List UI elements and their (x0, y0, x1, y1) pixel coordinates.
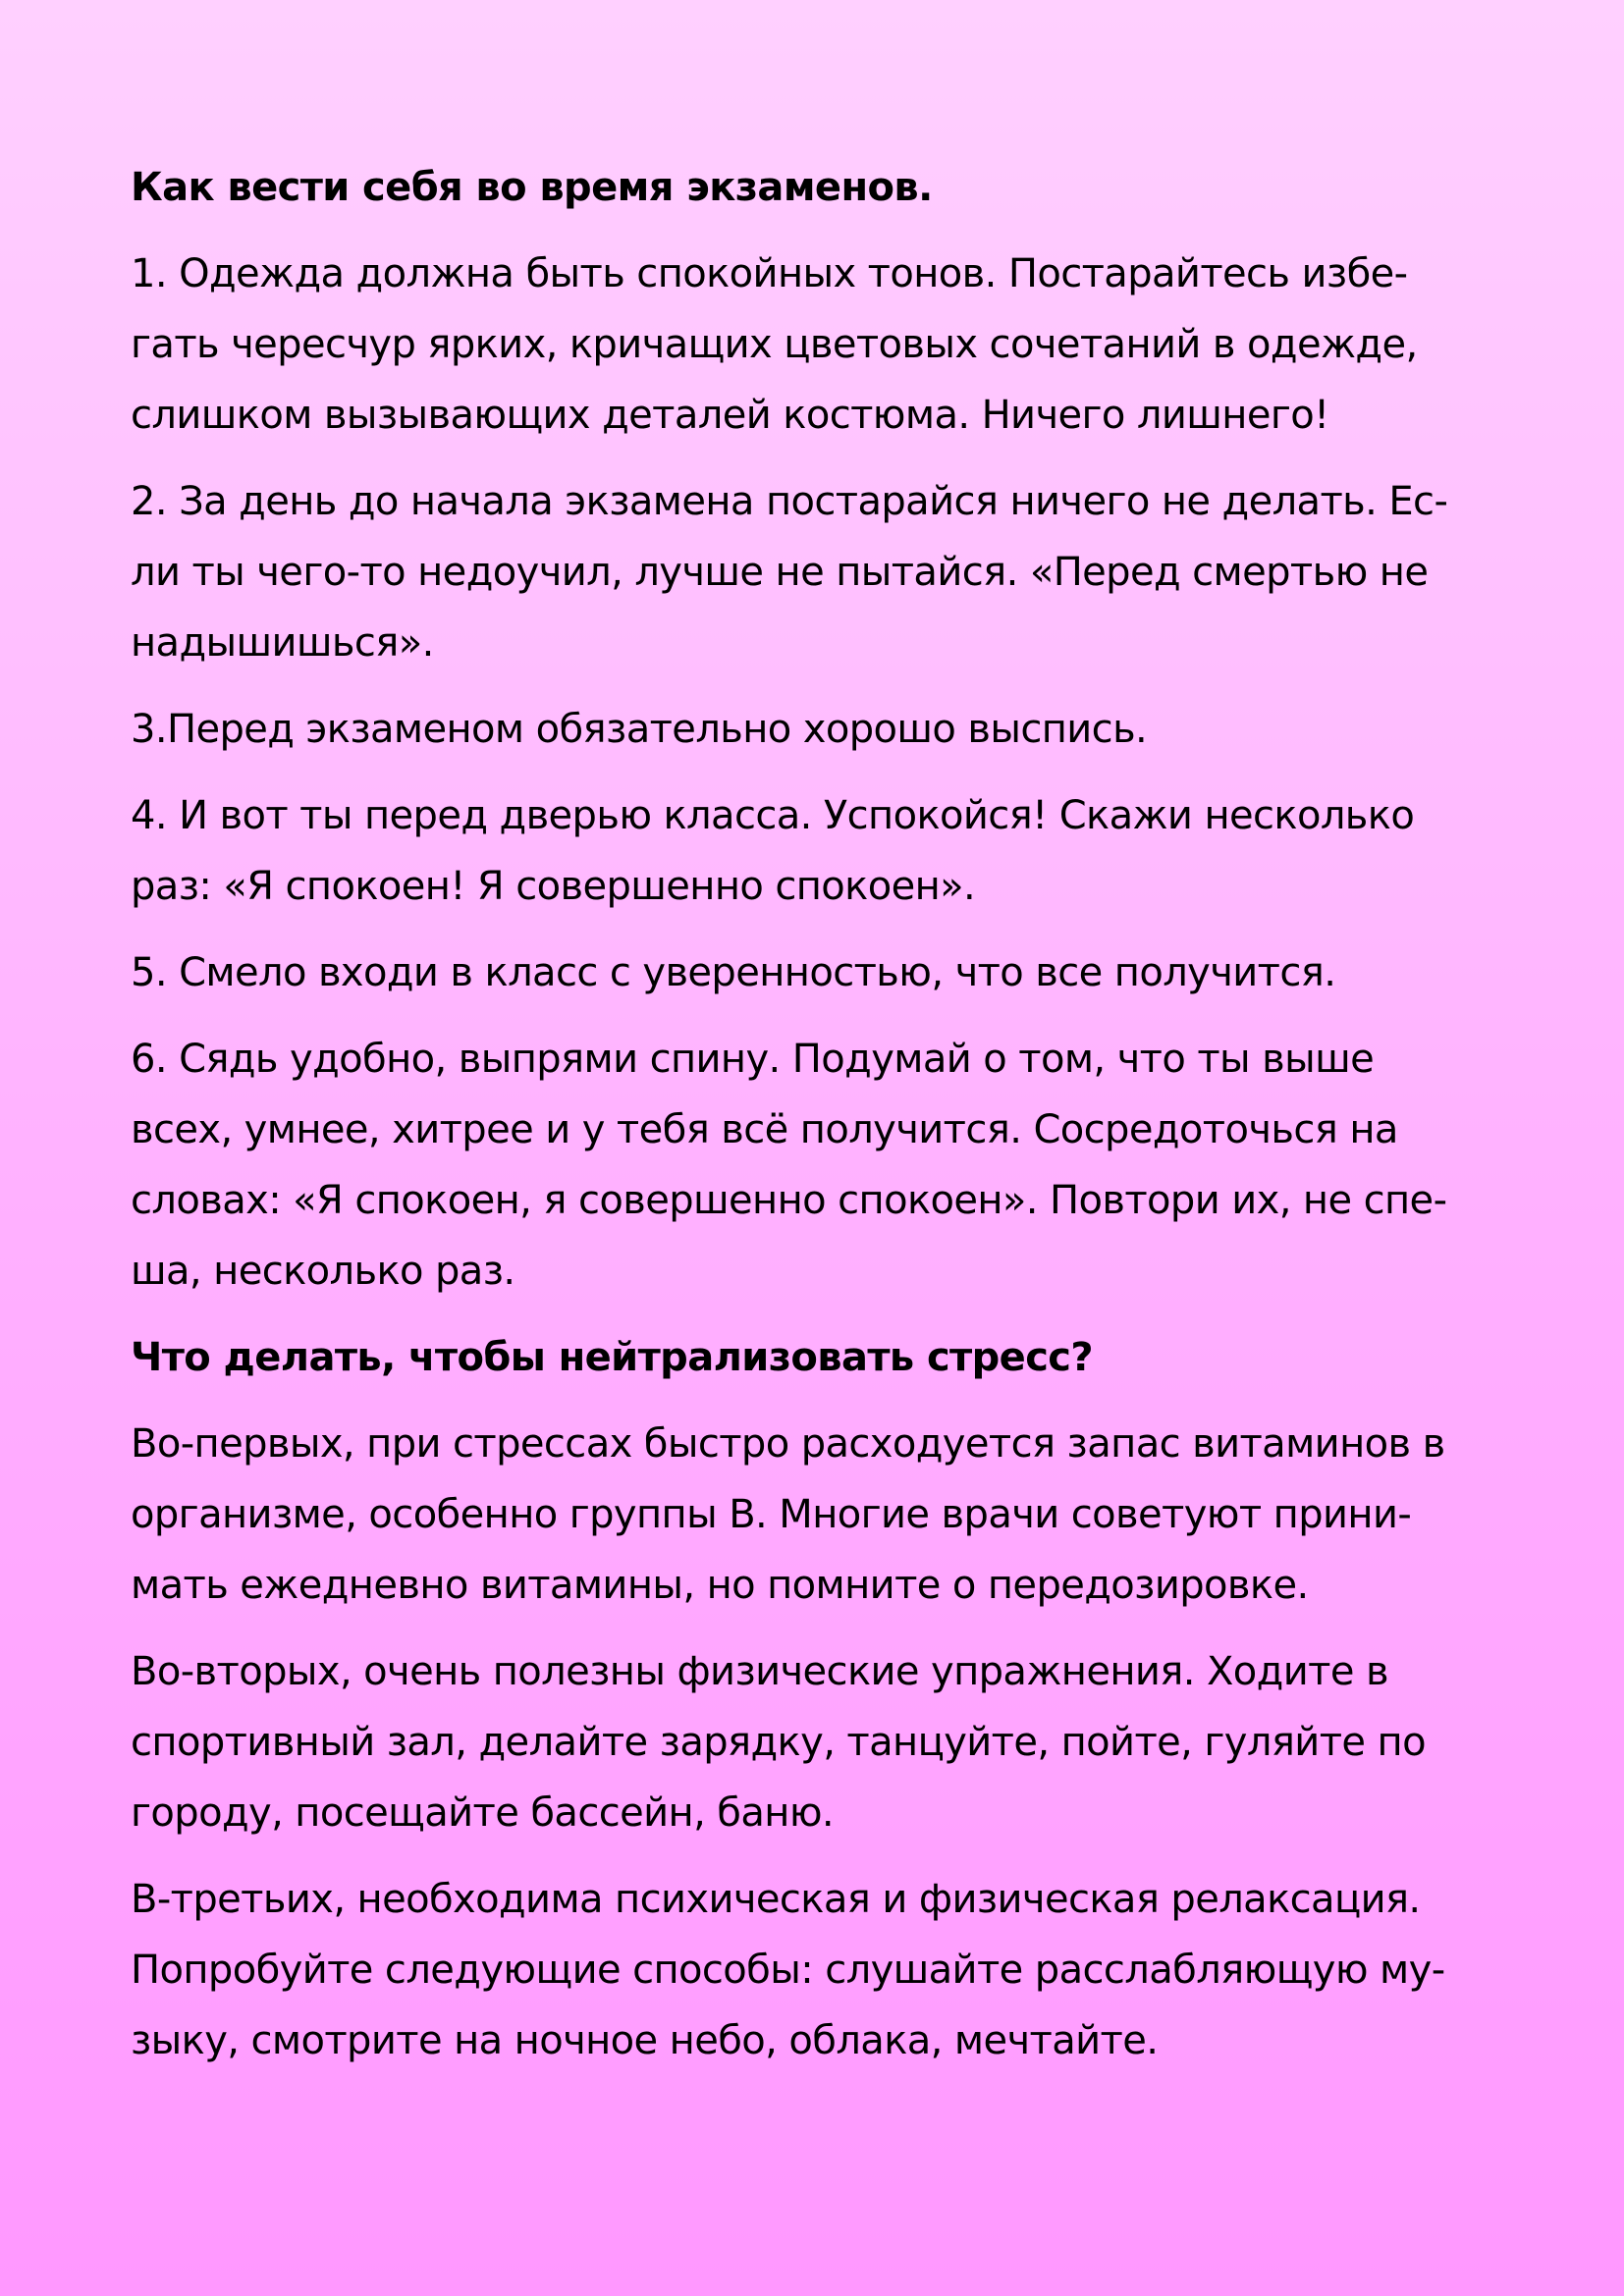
tip-1 (131, 239, 1496, 451)
heading-stress: Что делать, чтобы нейтрализовать стресс? (131, 1335, 1094, 1380)
tip-1-line-3: слишком вызывающих деталей костюма. Ничего лишнего! (131, 393, 1329, 438)
tip-2-line-1: 2. За день до начала экзамена постарайся ничего не делать. Ес- (131, 479, 1448, 524)
advice-3-line-3: зыку, смотрите на ночное небо, облака, мечтайте. (131, 2018, 1159, 2063)
advice-1-line-3: мать ежедневно витамины, но помните о передозировке. (131, 1563, 1309, 1608)
advice-2-line-1: Во-вторых, очень полезны физические упражнения. Ходите в (131, 1649, 1388, 1694)
advice-1-line-1: Во-первых, при стрессах быстро расходуется запас витаминов в (131, 1421, 1445, 1467)
tip-6-line-1: 6. Сядь удобно, выпрями спину. Подумай о том, что ты выше (131, 1037, 1375, 1082)
tip-6-line-3: словах: «Я спокоен, я совершенно спокоен». Повтори их, не спе- (131, 1178, 1447, 1223)
advice-2-line-2: спортивный зал, делайте зарядку, танцуйте, пойте, гуляйте по (131, 1720, 1426, 1765)
tip-5-line-1: 5. Смело входи в класс с уверенностью, что все получится. (131, 950, 1336, 995)
advice-2-line-3: городу, посещайте бассейн, баню. (131, 1790, 835, 1836)
advice-3-line-2: Попробуйте следующие способы: слушайте расслабляющую му- (131, 1948, 1445, 1993)
tip-6 (131, 1024, 1496, 1307)
advice-2 (131, 1636, 1496, 1848)
tip-3-line-1: 3.Перед экзаменом обязательно хорошо выспись. (131, 707, 1148, 752)
tip-6-line-2: всех, умнее, хитрее и у тебя всё получится. Сосредоточься на (131, 1107, 1398, 1152)
advice-1-line-2: организме, особенно группы В. Многие врачи советуют прини- (131, 1492, 1412, 1537)
advice-3-line-1: В-третьих, необходима психическая и физическая релаксация. (131, 1877, 1421, 1922)
tip-4-line-1: 4. И вот ты перед дверью класса. Успокойся! Скажи несколько (131, 793, 1415, 838)
tip-6-line-4: ша, несколько раз. (131, 1249, 515, 1294)
tip-1-line-1: 1. Одежда должна быть спокойных тонов. Постарайтесь избе- (131, 251, 1408, 296)
tip-5 (131, 937, 1496, 1008)
tip-1-line-2: гать чересчур ярких, кричащих цветовых сочетаний в одежде, (131, 322, 1418, 367)
tip-2-line-3: надышишься». (131, 620, 434, 666)
advice-3 (131, 1864, 1496, 2076)
tip-2-line-2: ли ты чего-то недоучил, лучше не пытайся. «Перед смертью не (131, 550, 1429, 595)
heading-exam-behavior: Как вести себя во время экзаменов. (131, 165, 933, 210)
advice-1 (131, 1409, 1496, 1621)
tip-4-line-2: раз: «Я спокоен! Я совершенно спокоен». (131, 864, 976, 909)
tip-3 (131, 694, 1496, 765)
tip-2 (131, 466, 1496, 678)
tip-4 (131, 780, 1496, 922)
